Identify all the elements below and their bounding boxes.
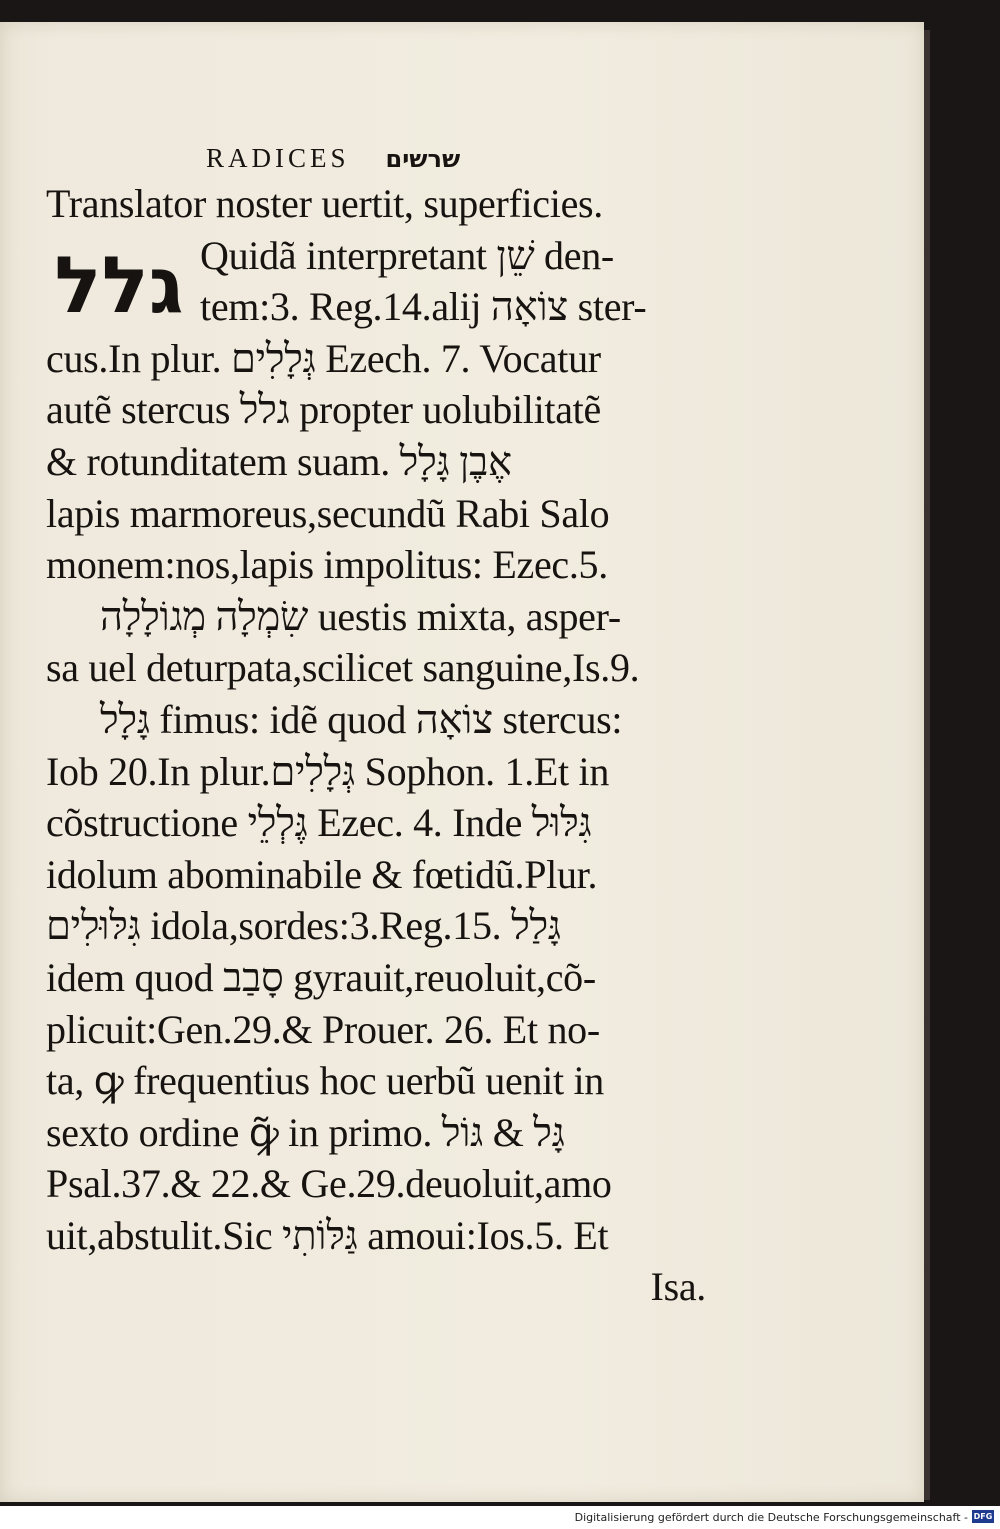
text-line-18: ta, ꝙ frequentius hoc uerbũ uenit in	[46, 1058, 604, 1104]
dfg-logo: DFG	[973, 1512, 993, 1521]
text-line-14: idolum abominabile & fœtidũ.Plur.	[46, 851, 598, 897]
funding-credit: Digitalisierung gefördert durch die Deutsche Forschungsgemeinschaft -	[574, 1511, 968, 1524]
text-line-16: idem quod סָבַב gyrauit,reuoluit,cõ-	[46, 954, 596, 1000]
text-line-3: tem:3. Reg.14.alij צוֹאָה ster-	[200, 284, 647, 330]
page-edge	[924, 30, 930, 1500]
text-line-20: Psal.37.& 22.& Ge.29.deuoluit,amo	[46, 1161, 612, 1207]
text-line-1: Translator noster uertit, superficies.	[46, 181, 603, 226]
text-line-2: Quidã interpretant שֵׁן den-	[200, 232, 614, 278]
text-line-5: autẽ stercus גלל propter uolubilitatẽ	[46, 387, 601, 433]
catchword: Isa.	[650, 1264, 706, 1310]
page-text	[46, 138, 706, 1313]
text-line-8: monem:nos,lapis impolitus: Ezec.5.	[46, 542, 608, 588]
text-line-13: cõstructione גֶּלְלֵי Ezec. 4. Inde גִּלּוּל	[46, 800, 592, 846]
text-line-19: sexto ordine ꝙ̃ in primo. גָּל & גּוֹל	[46, 1109, 565, 1155]
header-latin: RADICES	[206, 143, 350, 173]
text-line-11: גָּלָל fimus: idẽ quod צוֹאָה stercus:	[100, 696, 623, 742]
text-line-12: Iob 20.In plur.גְּלָלִים Sophon. 1.Et in	[46, 748, 610, 794]
header-hebrew: שרשים	[385, 145, 461, 173]
text-line-10: sa uel deturpata,scilicet sanguine,Is.9.	[46, 645, 640, 691]
text-line-17: plicuit:Gen.29.& Prouer. 26. Et no-	[46, 1006, 600, 1052]
text-line-4: cus.In plur. גְּלָלִים Ezech. 7. Vocatur	[46, 335, 601, 381]
running-header	[46, 138, 706, 178]
text-line-7: lapis marmoreus,secundũ Rabi Salo	[46, 490, 610, 536]
text-line-6: & rotunditatem suam. אֶבֶן גָּלָל	[46, 438, 512, 484]
text-line-9: שִׂמְלָה מְגוֹלָלָה uestis mixta, asper-	[100, 593, 621, 639]
initial-hebrew-word: גלל	[54, 241, 184, 331]
text-line-15: גִּלּוּלִים idola,sordes:3.Reg.15. גָּלַל	[46, 903, 561, 949]
text-line-21: uit,abstulit.Sic גַּלּוֹתִי amoui:Ios.5. Et	[46, 1212, 609, 1258]
